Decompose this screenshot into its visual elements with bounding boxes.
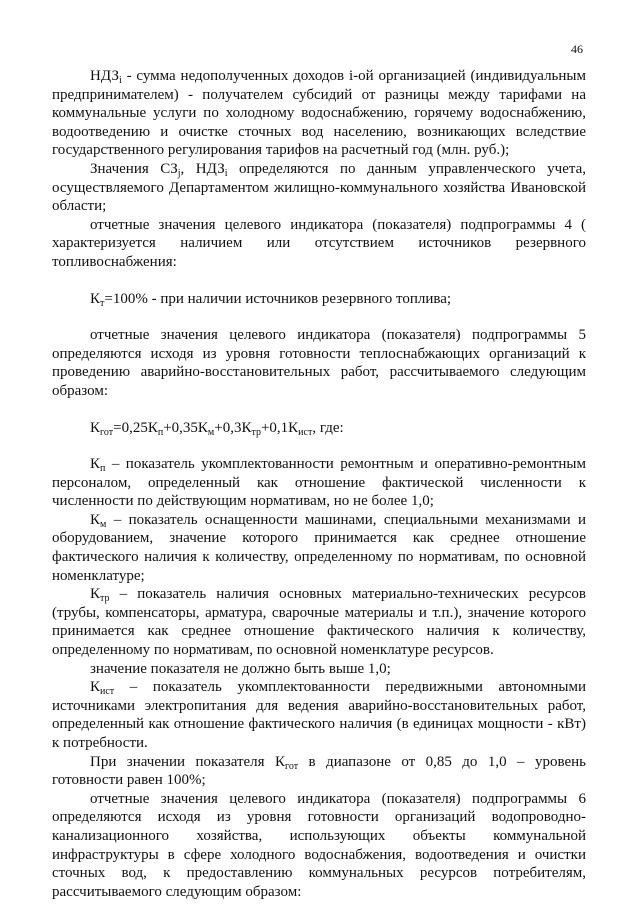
paragraph: $К_{гот}=0,25К_п+0,35К_м+0,3К_{тр}+0,1К_{ист}$, где: [90, 419, 344, 438]
paragraph: $К_т=100\%$ - при наличии источников резервного топлива; [90, 290, 452, 309]
page-number: 46 [571, 42, 583, 56]
paragraph: $НДЗ_i$ - сумма недополученных доходов i-ой организацией (индивидуальным предпринимателем) - получателем субсидий от разницы между тарифами на коммунальные услуги по холодному водоснабжению, горячему водоснабжению, водоотведению и очистке сточных вод населению, возникающих вследствие государственного регулирования тарифов на расчетный год (млн. руб.); [52, 68, 586, 159]
paragraph: отчетные значения целевого индикатора (показателя) подпрограммы 4 ( характеризуется наличием или отсутствием источников резервного топливоснабжения: [52, 216, 586, 270]
paragraph: При значении показателя $К_{гот}$ в диапазоне от 0,85 до 1,0 – уровень готовности равен 100%; [52, 753, 587, 789]
paragraph: $К_{тр}$ – показатель наличия основных материально-технических ресурсов (трубы, компенсаторы, арматура, сварочные материалы и т.п.), значение которого принимается как среднее отношение фактического наличия к количеству, определенному по нормативам, по основной номенклатуре ресурсов. [52, 586, 586, 659]
body-text [52, 67, 586, 901]
paragraph: Значения $СЗ_j$, $НДЗ_i$ определяются по данным управленческого учета, осуществляемого Департаментом жилищно-коммунального хозяйства Ивановской области; [52, 160, 586, 215]
paragraph: отчетные значения целевого индикатора (показателя) подпрограммы 6 определяются исходя из уровня готовности организаций водопроводно-канализационного хозяйства, использующих объекты коммунальной инфраструктуры в сфере холодного водоснабжения, водоотведения и очистки сточных вод, к предоставлению коммунальных ресурсов потребителям, рассчитываемого следующим образом: [52, 790, 586, 900]
paragraph: $К_п$ – показатель укомплектованности ремонтным и оперативно-ремонтным персоналом, определенный как отношение фактической численности к численности по действующим нормативам, но не более 1,0; [52, 456, 586, 510]
paragraph: $К_м$ – показатель оснащенности машинами, специальными механизмами и оборудованием, значение которого принимается как среднее отношение фактического наличия к количеству, определенному по нормативам, по основной номенклатуре; [52, 511, 586, 584]
paragraph: отчетные значения целевого индикатора (показателя) подпрограммы 5 определяются исходя из уровня готовности теплоснабжающих организаций к проведению аварийно-восстановительных работ, рассчитываемого следующим образом: [52, 327, 586, 399]
paragraph: $К_{ист}$ – показатель укомплектованности передвижными автономными источниками электропитания для ведения аварийно-восстановительных работ, определенный как отношение фактического наличия (в единицах мощности - кВт) к потребности. [52, 679, 586, 751]
paragraph: значение показателя не должно быть выше 1,0; [90, 660, 391, 677]
